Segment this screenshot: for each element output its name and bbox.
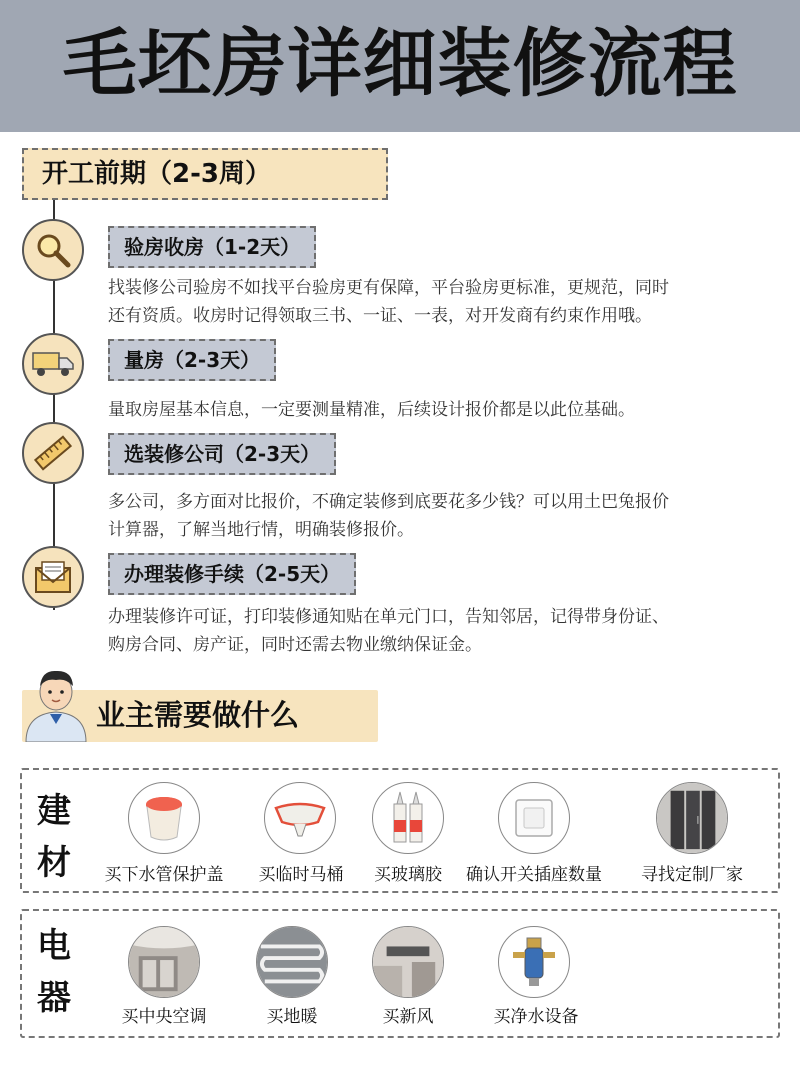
step-label: 选装修公司（2-3天）: [108, 433, 336, 475]
item-image: [498, 782, 570, 854]
appliances-section-label: [32, 920, 76, 1024]
materials-section-label: [32, 785, 76, 889]
pipe-cover-icon: [141, 793, 187, 843]
item-label: 确认开关插座数量: [466, 865, 602, 885]
item-image: [656, 782, 728, 854]
step-description-line: 购房合同、房产证，同时还需去物业缴纳保证金。: [108, 635, 482, 655]
section-label-char: 电: [37, 926, 71, 966]
step-label: 办理装修手续（2-5天）: [108, 553, 356, 595]
item-label: 买下水管保护盖: [104, 865, 224, 885]
item-image: [264, 782, 336, 854]
item-image: [128, 782, 200, 854]
envelope-icon: [33, 560, 73, 594]
step-description-line: 计算器，了解当地行情，明确装修报价。: [108, 520, 414, 540]
truck-icon: [31, 349, 75, 379]
step-description-line: 找装修公司验房不如找平台验房更有保障，平台验房更标准，更规范，同时: [108, 278, 669, 298]
step-icon-circle: [22, 333, 84, 395]
item-label: 买净水设备: [493, 1007, 579, 1027]
step-description-line: 办理装修许可证，打印装修通知贴在单元门口，告知邻居，记得带身份证、: [108, 607, 669, 627]
page-title: 毛坯房详细装修流程: [62, 21, 738, 107]
custom-cabinet-icon: [657, 782, 727, 854]
step-description-line: 多公司，多方面对比报价，不确定装修到底要花多少钱？可以用土巴兔报价: [108, 492, 669, 512]
step-description: [108, 488, 780, 544]
step-label: 量房（2-3天）: [108, 339, 276, 381]
step-icon-circle: [22, 219, 84, 281]
item-label: 买新风: [382, 1007, 434, 1027]
fresh-air-icon: [373, 926, 443, 998]
switch-socket-icon: [512, 796, 556, 840]
item-image: [372, 926, 444, 998]
item-image: [256, 926, 328, 998]
water-purifier-icon: [509, 934, 559, 990]
item-label: 买中央空调: [121, 1007, 207, 1027]
section-label-char: 材: [37, 843, 71, 883]
ruler-icon: [33, 433, 73, 473]
item-image: [372, 782, 444, 854]
worker-avatar-icon: [18, 662, 94, 742]
step-description: [108, 603, 780, 659]
step-description-line: 量取房屋基本信息，一定要测量精准，后续设计报价都是以此位基础。: [108, 400, 635, 420]
owner-section-title: 业主需要做什么: [96, 698, 300, 732]
step-description-line: 还有资质。收房时记得领取三书、一证、一表，对开发商有约束作用哦。: [108, 306, 652, 326]
item-label: 买地暖: [266, 1007, 318, 1027]
item-label: 买玻璃胶: [374, 865, 442, 885]
step-icon-circle: [22, 546, 84, 608]
magnifier-icon: [33, 230, 73, 270]
step-description: [108, 274, 780, 330]
glass-glue-icon: [388, 790, 428, 846]
section-label-char: 建: [37, 791, 71, 831]
item-image: [128, 926, 200, 998]
central-ac-icon: [129, 926, 199, 998]
step-label: 验房收房（1-2天）: [108, 226, 316, 268]
item-label: 寻找定制厂家: [641, 865, 743, 885]
temp-toilet-icon: [272, 796, 328, 840]
floor-heating-icon: [257, 926, 327, 998]
item-image: [498, 926, 570, 998]
section-label-char: 器: [37, 978, 71, 1018]
step-description: [108, 396, 780, 424]
item-label: 买临时马桶: [258, 865, 344, 885]
step-icon-circle: [22, 422, 84, 484]
phase-header: 开工前期（2-3周）: [22, 148, 388, 200]
